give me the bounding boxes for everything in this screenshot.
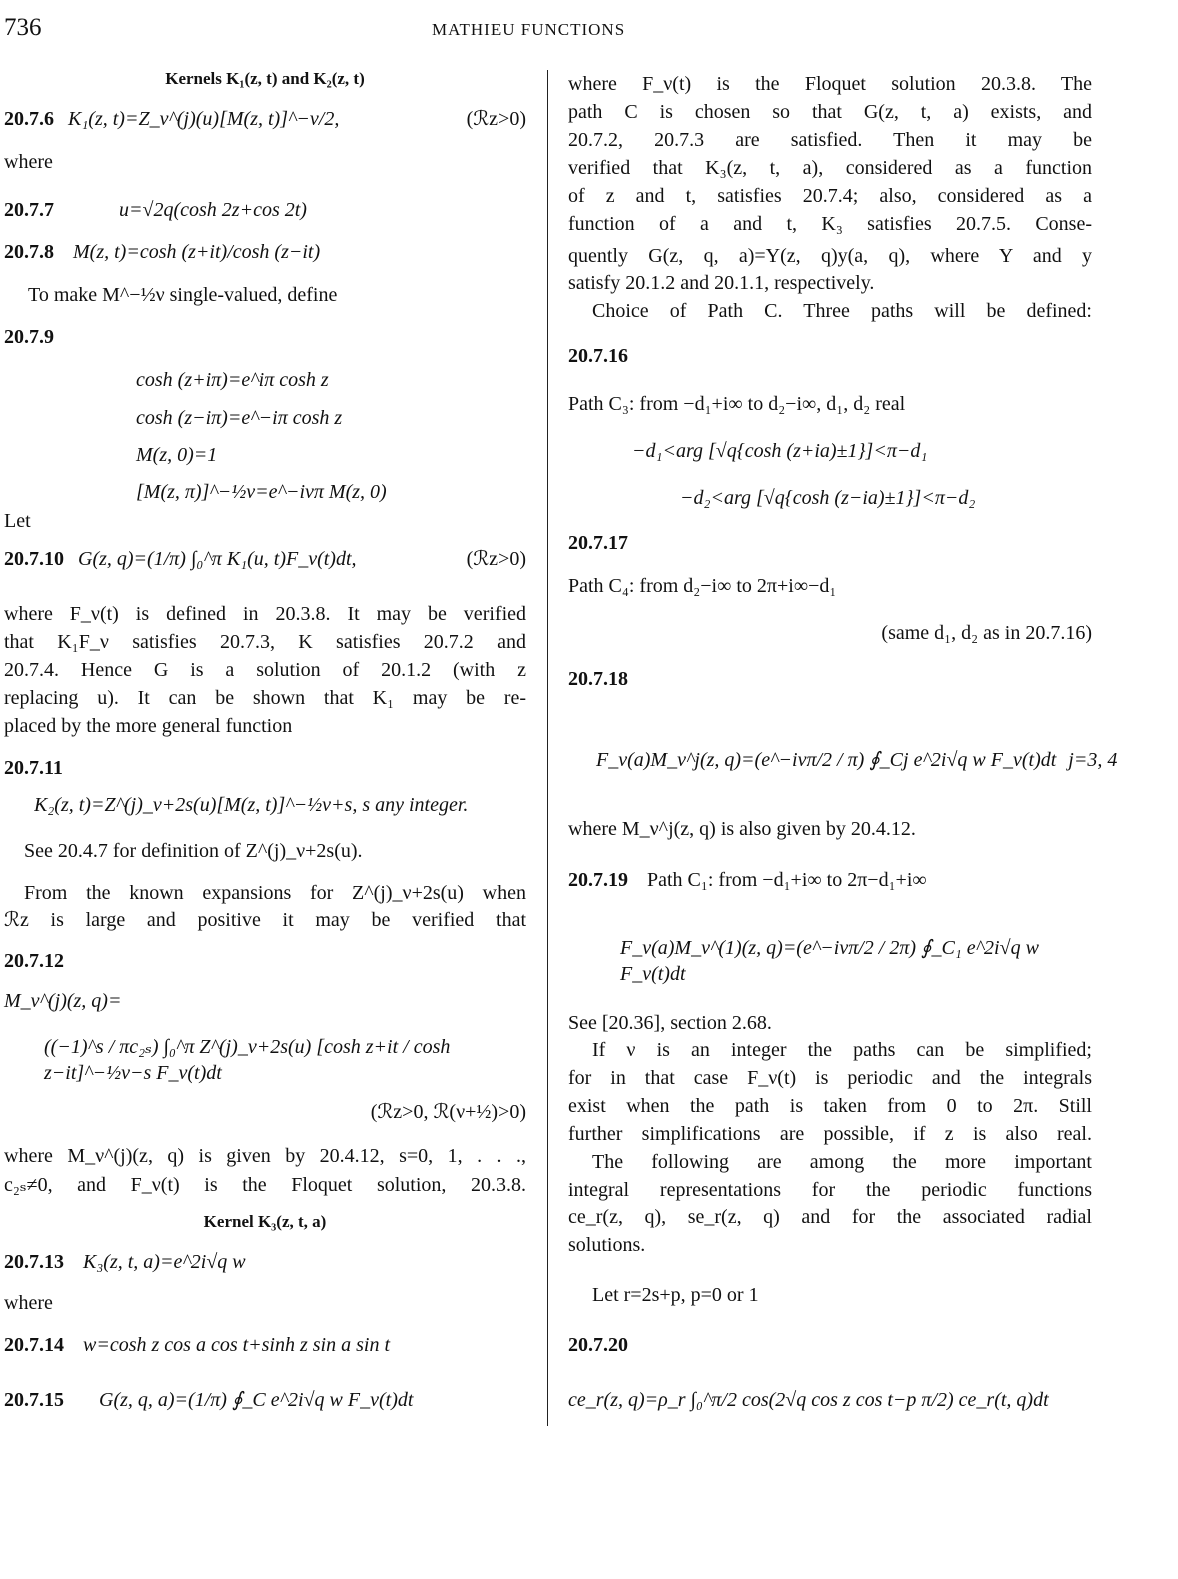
equation-line: cosh (z−iπ)=e^−iπ cosh z <box>136 407 343 429</box>
text-let-r: Let r=2s+p, p=0 or 1 <box>592 1284 759 1306</box>
equation-line: M(z, 0)=1 <box>136 444 218 466</box>
path-c1-definition: Path C₁: from −d₁+i∞ to 2π−d₁+i∞ <box>647 869 927 891</box>
equation-line: −d₁<arg [√q{cosh (z+ia)±1}]<π−d₁ <box>632 440 928 462</box>
paragraph-line: 20.7.4. Hence G is a solution of 20.1.2 (with z <box>4 659 526 681</box>
equation-condition-20-7-12: (ℛz>0, ℛ(ν+½)>0) <box>370 1101 526 1123</box>
paragraph-line: quently G(z, q, a)=Y(z, q)y(a, q), where Y and y <box>568 245 1092 267</box>
paragraph-line: where F_ν(t) is the Floquet solution 20.3.8. The <box>568 73 1092 95</box>
equation-number: 20.7.10 <box>4 548 64 570</box>
paragraph-line: solutions. <box>568 1234 646 1256</box>
equation-condition: (ℛz>0) <box>466 108 526 130</box>
paragraph-line: ℛz is large and positive it may be verified that <box>4 909 526 931</box>
equation-20-7-14 <box>4 1332 526 1358</box>
equation-number-20-7-16: 20.7.16 <box>568 345 628 367</box>
section-heading-kernels-k1-k2: Kernels K₁(z, t) and K₂(z, t) <box>165 69 365 88</box>
path-c4-definition: Path C₄: from d₂−i∞ to 2π+i∞−d₁ <box>568 575 837 597</box>
text-see-ref: See [20.36], section 2.68. <box>568 1012 772 1034</box>
equation-20-7-6 <box>4 106 526 132</box>
equation-number: 20.7.19 <box>568 869 628 891</box>
equation-formula: K₁(z, t)=Z_ν^(j)(u)[M(z, t)]^−ν/2, <box>68 108 340 130</box>
equation-formula: F_ν(a)M_ν^j(z, q)=(e^−iνπ/2 / π) ∮_Cj e^2i√q w F_ν(t)dt <box>596 749 1057 771</box>
paragraph-line: ce_r(z, q), se_r(z, q) and for the associated radial <box>568 1206 1092 1228</box>
equation-lhs-20-7-12: M_ν^(j)(z, q)= <box>4 990 122 1012</box>
path-c3-definition: Path C₃: from −d₁+i∞ to d₂−i∞, d₁, d₂ real <box>568 393 906 415</box>
text-where: where <box>4 1292 53 1314</box>
equation-20-7-19-path <box>568 867 1092 893</box>
equation-formula: w=cosh z cos a cos t+sinh z sin a sin t <box>83 1334 391 1356</box>
paragraph-line: of z and t, satisfies 20.7.4; also, considered as a <box>568 185 1092 207</box>
equation-line: cosh (z+iπ)=e^iπ cosh z <box>136 369 329 391</box>
paragraph-line: exist when the path is taken from 0 to 2π. Still <box>568 1095 1092 1117</box>
equation-formula: u=√2q(cosh 2z+cos 2t) <box>119 199 307 221</box>
equation-number-20-7-11: 20.7.11 <box>4 757 63 779</box>
equation-number: 20.7.8 <box>4 241 54 263</box>
equation-number: 20.7.13 <box>4 1251 64 1273</box>
equation-20-7-15 <box>4 1387 526 1413</box>
equation-condition: (ℛz>0) <box>466 548 526 570</box>
equation-formula: M(z, t)=cosh (z+it)/cosh (z−it) <box>73 241 321 263</box>
equation-number-20-7-9: 20.7.9 <box>4 326 54 348</box>
equation-condition: j=3, 4 <box>1068 749 1118 771</box>
equation-line: [M(z, π)]^−½ν=e^−iνπ M(z, 0) <box>136 481 387 503</box>
text-where-m: where M_ν^j(z, q) is also given by 20.4.12. <box>568 818 916 840</box>
paragraph-line: 20.7.2, 20.7.3 are satisfied. Then it may be <box>568 129 1092 151</box>
paragraph-line: From the known expansions for Z^(j)_ν+2s(u) when <box>24 882 526 904</box>
equation-number: 20.7.15 <box>4 1389 64 1411</box>
text-to-make: To make M^−½ν single-valued, define <box>28 284 338 306</box>
section-heading-kernel-k3: Kernel K₃(z, t, a) <box>203 1212 327 1231</box>
paragraph-line: for in that case F_ν(t) is periodic and the integrals <box>568 1067 1092 1089</box>
equation-number: 20.7.6 <box>4 108 54 130</box>
column-divider <box>547 70 548 1426</box>
path-c4-note: (same d₁, d₂ as in 20.7.16) <box>881 622 1092 644</box>
equation-20-7-10 <box>4 546 526 572</box>
paragraph-line: where M_ν^(j)(z, q) is given by 20.4.12, s=0, 1, . . ., <box>4 1145 526 1167</box>
equation-formula-20-7-12: ((−1)^s / πc₂ₛ) ∫₀^π Z^(j)_ν+2s(u) [cosh z+it / cosh z−it]^−½ν−s F_ν(t)dt <box>44 1036 451 1084</box>
running-title: MATHIEU FUNCTIONS <box>432 20 626 39</box>
paragraph-line: verified that K₃(z, t, a), considered as a function <box>568 157 1092 179</box>
text-choice-of-path: Choice of Path C. Three paths will be defined: <box>592 300 1092 322</box>
paragraph-line: placed by the more general function <box>4 715 293 737</box>
equation-number-20-7-20: 20.7.20 <box>568 1334 628 1356</box>
equation-formula-20-7-11: K₂(z, t)=Z^(j)_ν+2s(u)[M(z, t)]^−½ν+s, s any integer. <box>34 794 469 816</box>
equation-formula-20-7-20: ce_r(z, q)=ρ_r ∫₀^π/2 cos(2√q cos z cos t−p π/2) ce_r(t, q)dt <box>568 1389 1049 1411</box>
equation-20-7-13 <box>4 1249 526 1275</box>
page-number: 736 <box>4 14 42 41</box>
equation-formula-20-7-19: F_ν(a)M_ν^(1)(z, q)=(e^−iνπ/2 / 2π) ∮_C₁ e^2i√q w F_ν(t)dt <box>620 937 1039 985</box>
paragraph-line: If ν is an integer the paths can be simplified; <box>592 1039 1092 1061</box>
paragraph-line: function of a and t, K₃ satisfies 20.7.5. Conse- <box>568 213 1092 235</box>
equation-20-7-18 <box>596 747 1118 773</box>
paragraph-line: integral representations for the periodic functions <box>568 1179 1092 1201</box>
equation-line: −d₂<arg [√q{cosh (z−ia)±1}]<π−d₂ <box>680 487 976 509</box>
paragraph-line: replacing u). It can be shown that K₁ may be re- <box>4 687 526 709</box>
equation-formula: G(z, q, a)=(1/π) ∮_C e^2i√q w F_ν(t)dt <box>99 1389 414 1411</box>
paragraph-line: satisfy 20.1.2 and 20.1.1, respectively. <box>568 272 875 294</box>
equation-formula: G(z, q)=(1/π) ∫₀^π K₁(u, t)F_ν(t)dt, <box>78 548 357 570</box>
text-where: where <box>4 151 53 173</box>
paragraph-line: The following are among the more important <box>592 1151 1092 1173</box>
text-see-20-4-7: See 20.4.7 for definition of Z^(j)_ν+2s(u). <box>24 840 363 862</box>
paragraph-line: c₂ₛ≠0, and F_ν(t) is the Floquet solution, 20.3.8. <box>4 1174 526 1196</box>
equation-number: 20.7.14 <box>4 1334 64 1356</box>
equation-number: 20.7.7 <box>4 199 54 221</box>
equation-number-20-7-12: 20.7.12 <box>4 950 64 972</box>
equation-formula: K₃(z, t, a)=e^2i√q w <box>83 1251 246 1273</box>
equation-20-7-7 <box>4 197 526 223</box>
paragraph-line: where F_ν(t) is defined in 20.3.8. It may be verified <box>4 603 526 625</box>
paragraph-line: path C is chosen so that G(z, t, a) exists, and <box>568 101 1092 123</box>
paragraph-line: further simplifications are possible, if z is also real. <box>568 1123 1092 1145</box>
equation-number-20-7-18: 20.7.18 <box>568 668 628 690</box>
equation-20-7-8 <box>4 239 526 265</box>
equation-number-20-7-17: 20.7.17 <box>568 532 628 554</box>
paragraph-line: that K₁F_ν satisfies 20.7.3, K satisfies 20.7.2 and <box>4 631 526 653</box>
text-let: Let <box>4 510 31 532</box>
